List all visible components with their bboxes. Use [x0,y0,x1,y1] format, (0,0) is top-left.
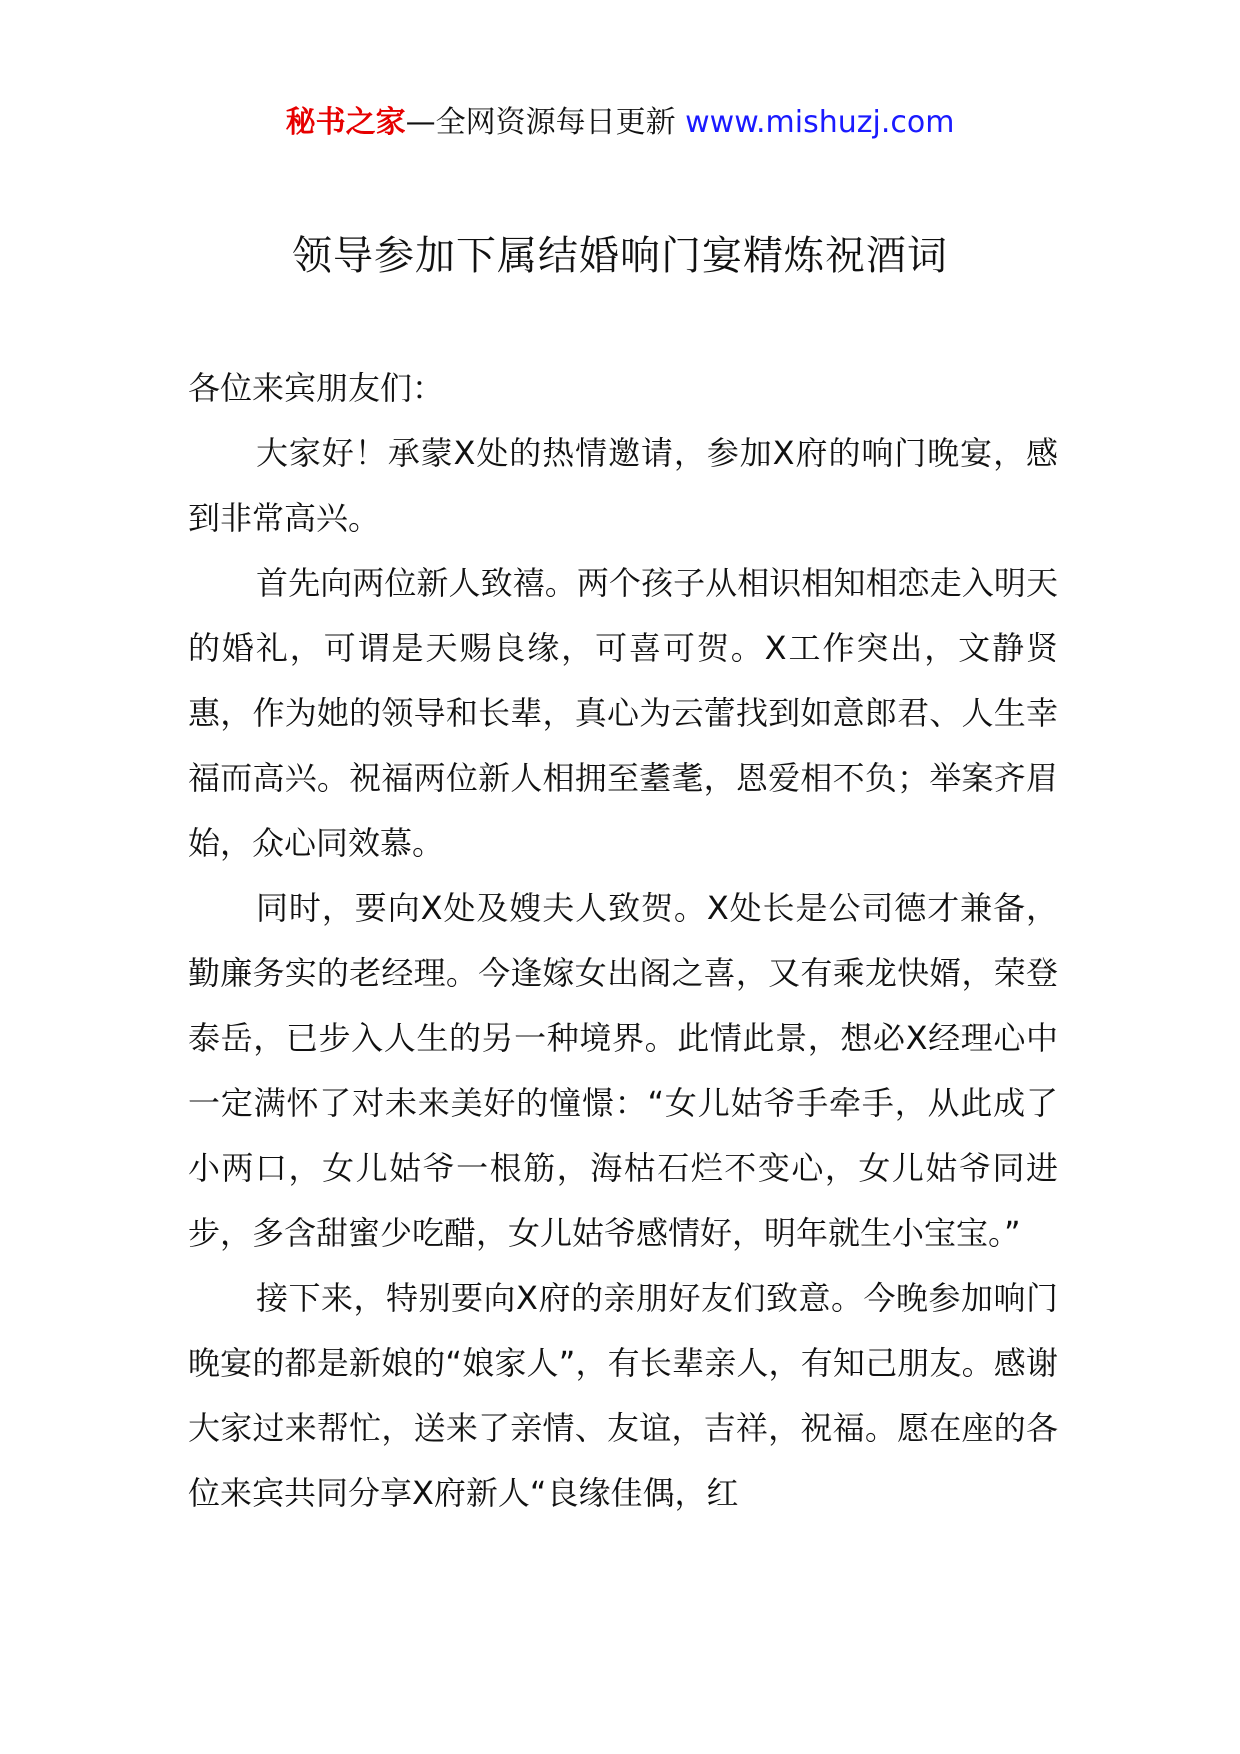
salutation: 各位来宾朋友们： [188,369,445,407]
document-body [188,356,1058,1526]
site-tagline: —全网资源每日更新 [405,105,686,140]
paragraph-4: 接下来，特别要向X府的亲朋好友们致意。今晚参加响门晚宴的都是新娘的“娘家人”，有长辈亲人，有知己朋友。感谢大家过来帮忙，送来了亲情、友谊，吉祥，祝福。愿在座的各位来宾共同分享X府新人“良缘佳偶，红 [188,1279,1058,1512]
site-url-link[interactable]: www.mishuzj.com [685,105,955,140]
paragraph-3: 同时，要向X处及嫂夫人致贺。X处长是公司德才兼备，勤廉务实的老经理。今逢嫁女出阁之喜，又有乘龙快婿，荣登泰岳，已步入人生的另一种境界。此情此景，想必X经理心中一定满怀了对未来美好的憧憬：“女儿姑爷手牵手，从此成了小两口，女儿姑爷一根筋，海枯石烂不变心，女儿姑爷同进步，多含甜蜜少吃醋，女儿姑爷感情好，明年就生小宝宝。” [188,889,1058,1252]
document-title: 领导参加下属结婚响门宴精炼祝酒词 [292,233,948,279]
site-header [0,100,1240,146]
paragraph-2: 首先向两位新人致禧。两个孩子从相识相知相恋走入明天的婚礼，可谓是天赐良缘，可喜可贺。X工作突出，文静贤惠，作为她的领导和长辈，真心为云蕾找到如意郎君、人生幸福而高兴。祝福两位新人相拥至耋耄，恩爱相不负；举案齐眉始，众心同效慕。 [188,564,1058,862]
site-brand: 秘书之家 [285,105,406,140]
paragraph-1: 大家好！承蒙X处的热情邀请，参加X府的响门晚宴，感到非常高兴。 [188,434,1058,537]
